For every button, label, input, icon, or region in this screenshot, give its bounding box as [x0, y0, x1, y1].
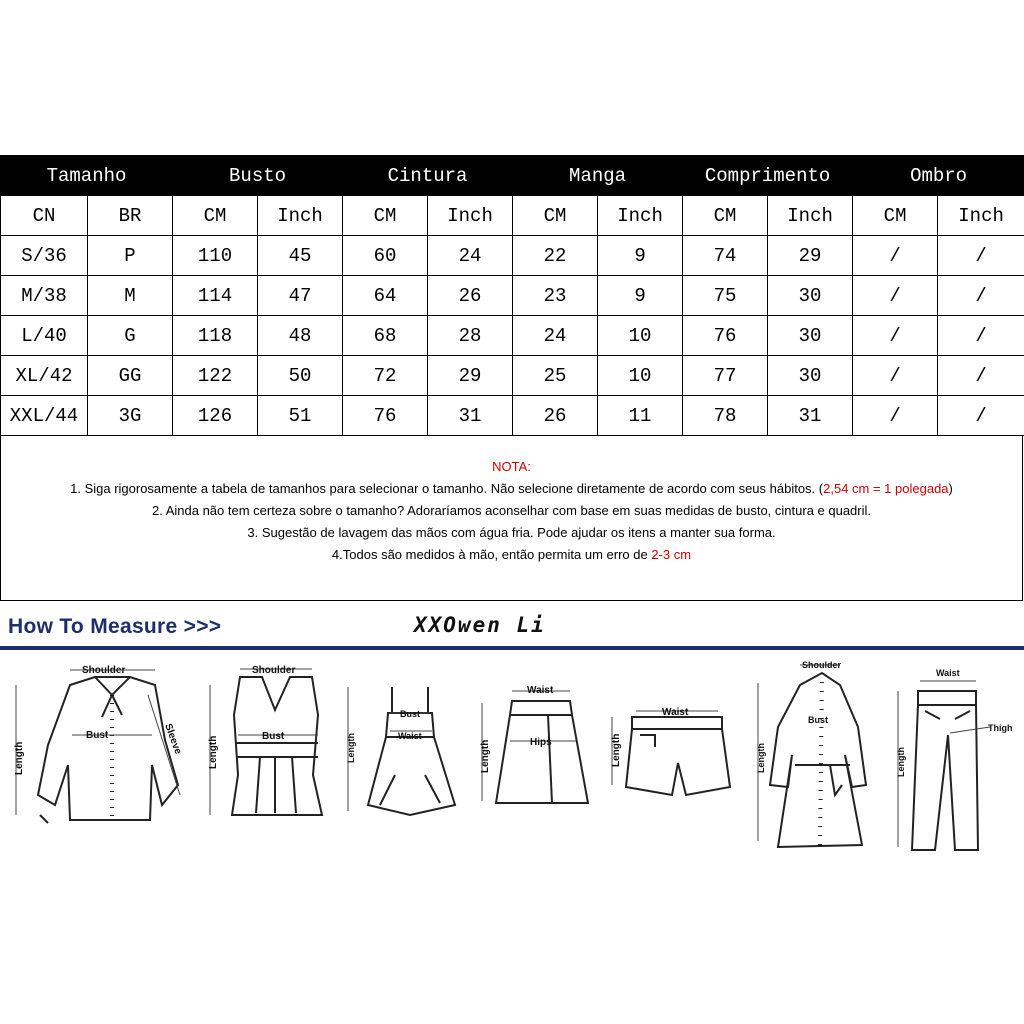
table-cell: 114 — [173, 276, 258, 316]
table-cell: 28 — [428, 316, 513, 356]
subheader-cell: CM — [513, 196, 598, 236]
table-cell: 25 — [513, 356, 598, 396]
table-cell: 64 — [343, 276, 428, 316]
pants-length-label: Length — [896, 747, 906, 777]
table-cell: 31 — [428, 396, 513, 436]
shirt-shoulder-label: Shoulder — [82, 665, 126, 676]
garment-diagrams — [0, 655, 1024, 865]
shirt-bust-label: Bust — [86, 730, 109, 741]
table-cell: 75 — [683, 276, 768, 316]
table-row — [1, 276, 1024, 316]
how-to-measure-title: How To Measure >>> — [8, 615, 222, 638]
coat-shoulder-label: Shoulder — [802, 660, 842, 670]
shorts-waist-label: Waist — [662, 707, 689, 718]
table-cell: S/36 — [1, 236, 88, 276]
shorts-diagram — [626, 717, 730, 795]
tank-bust-label: Bust — [262, 731, 285, 742]
note-1-conversion: 2,54 cm = 1 polegada — [823, 481, 949, 496]
table-row — [1, 316, 1024, 356]
tank-shoulder-label: Shoulder — [252, 665, 296, 676]
table-cell: 31 — [768, 396, 853, 436]
note-1-close: ) — [948, 481, 953, 496]
note-4-text: 4.Todos são medidos à mão, então permita um erro de — [331, 547, 652, 562]
coat-length-label: Length — [756, 743, 766, 773]
table-cell: / — [853, 396, 938, 436]
table-cell: G — [88, 316, 173, 356]
header-ombro: Ombro — [853, 156, 1024, 196]
header-tamanho: Tamanho — [1, 156, 173, 196]
note-line-4 — [1, 544, 1022, 566]
shirt-diagram — [38, 677, 178, 823]
table-cell: 9 — [598, 236, 683, 276]
table-cell: / — [853, 276, 938, 316]
skirt-waist-label: Waist — [527, 685, 554, 696]
table-cell: 45 — [258, 236, 343, 276]
table-row — [1, 356, 1024, 396]
table-subheader-row — [1, 196, 1024, 236]
header-comprimento: Comprimento — [683, 156, 853, 196]
table-body — [1, 236, 1024, 436]
table-cell: 77 — [683, 356, 768, 396]
size-chart-table — [0, 155, 1024, 436]
table-cell: 76 — [683, 316, 768, 356]
table-cell: 51 — [258, 396, 343, 436]
table-cell: 72 — [343, 356, 428, 396]
subheader-cell: Inch — [768, 196, 853, 236]
pants-thigh-label: Thigh — [988, 723, 1013, 733]
table-cell: M/38 — [1, 276, 88, 316]
table-cell: 26 — [513, 396, 598, 436]
table-cell: XL/42 — [1, 356, 88, 396]
skirt-diagram — [496, 701, 588, 803]
brand-name: XXOwen Li — [414, 613, 546, 637]
shirt-sleeve-label: Sleeve — [162, 722, 184, 756]
table-cell: 10 — [598, 316, 683, 356]
table-cell: / — [853, 316, 938, 356]
table-cell: 29 — [428, 356, 513, 396]
table-cell: / — [938, 316, 1024, 356]
tank-diagram — [232, 677, 322, 815]
skirt-length-label: Length — [480, 739, 491, 773]
table-cell: / — [853, 236, 938, 276]
table-cell: 11 — [598, 396, 683, 436]
table-cell: M — [88, 276, 173, 316]
table-cell: 22 — [513, 236, 598, 276]
subheader-cell: Inch — [938, 196, 1024, 236]
table-cell: 76 — [343, 396, 428, 436]
pants-waist-label: Waist — [936, 668, 960, 678]
subheader-cell: CM — [683, 196, 768, 236]
table-cell: / — [938, 236, 1024, 276]
notes-box — [0, 435, 1023, 601]
table-cell: XXL/44 — [1, 396, 88, 436]
table-cell: 50 — [258, 356, 343, 396]
shorts-length-label: Length — [611, 733, 622, 767]
notes-title: NOTA: — [492, 459, 531, 474]
dress-bust-label: Bust — [400, 709, 420, 719]
note-line-2: 2. Ainda não tem certeza sobre o tamanho? Adoraríamos aconselhar com base em suas medidas de busto, cintura e quadril. — [151, 503, 872, 518]
table-cell: P — [88, 236, 173, 276]
table-cell: GG — [88, 356, 173, 396]
table-cell: 26 — [428, 276, 513, 316]
table-cell: 74 — [683, 236, 768, 276]
table-cell: 24 — [428, 236, 513, 276]
subheader-cell: Inch — [428, 196, 513, 236]
coat-bust-label: Bust — [808, 715, 828, 725]
measure-header — [0, 608, 1024, 653]
table-cell: 10 — [598, 356, 683, 396]
table-cell: 29 — [768, 236, 853, 276]
table-cell: 68 — [343, 316, 428, 356]
subheader-cell: Inch — [258, 196, 343, 236]
table-cell: 118 — [173, 316, 258, 356]
table-cell: 24 — [513, 316, 598, 356]
table-cell: 47 — [258, 276, 343, 316]
table-cell: 60 — [343, 236, 428, 276]
note-4-error: 2-3 cm — [651, 547, 692, 562]
header-divider — [0, 646, 1024, 650]
table-cell: L/40 — [1, 316, 88, 356]
note-line-3: 3. Sugestão de lavagem das mãos com água fria. Pode ajudar os itens a manter sua forma. — [247, 525, 776, 540]
table-cell: 122 — [173, 356, 258, 396]
table-row — [1, 396, 1024, 436]
table-row — [1, 236, 1024, 276]
subheader-cell: CM — [343, 196, 428, 236]
table-cell: 110 — [173, 236, 258, 276]
table-cell: 126 — [173, 396, 258, 436]
table-cell: 3G — [88, 396, 173, 436]
table-cell: / — [938, 396, 1024, 436]
tank-length-label: Length — [208, 735, 219, 769]
table-cell: 30 — [768, 316, 853, 356]
coat-diagram — [770, 673, 866, 847]
table-cell: 30 — [768, 276, 853, 316]
table-cell: / — [853, 356, 938, 396]
dress-diagram — [368, 687, 455, 815]
header-busto: Busto — [173, 156, 343, 196]
pants-diagram — [912, 691, 978, 850]
subheader-cell: Inch — [598, 196, 683, 236]
table-cell: 78 — [683, 396, 768, 436]
table-cell: 48 — [258, 316, 343, 356]
table-cell: 23 — [513, 276, 598, 316]
subheader-cell: CM — [853, 196, 938, 236]
table-header-row — [1, 156, 1024, 196]
header-cintura: Cintura — [343, 156, 513, 196]
skirt-hips-label: Hips — [530, 737, 552, 748]
subheader-cell: BR — [88, 196, 173, 236]
table-cell: / — [938, 276, 1024, 316]
note-1-text: 1. Siga rigorosamente a tabela de tamanhos para selecionar o tamanho. Não selecione diretamente de acordo com seus hábitos. ( — [70, 481, 824, 496]
table-cell: 9 — [598, 276, 683, 316]
subheader-cell: CN — [1, 196, 88, 236]
dress-waist-label: Waist — [398, 731, 422, 741]
subheader-cell: CM — [173, 196, 258, 236]
dress-length-label: Length — [346, 733, 356, 763]
note-line-1 — [1, 478, 1022, 500]
table-cell: 30 — [768, 356, 853, 396]
table-cell: / — [938, 356, 1024, 396]
header-manga: Manga — [513, 156, 683, 196]
shirt-length-label: Length — [14, 741, 25, 775]
